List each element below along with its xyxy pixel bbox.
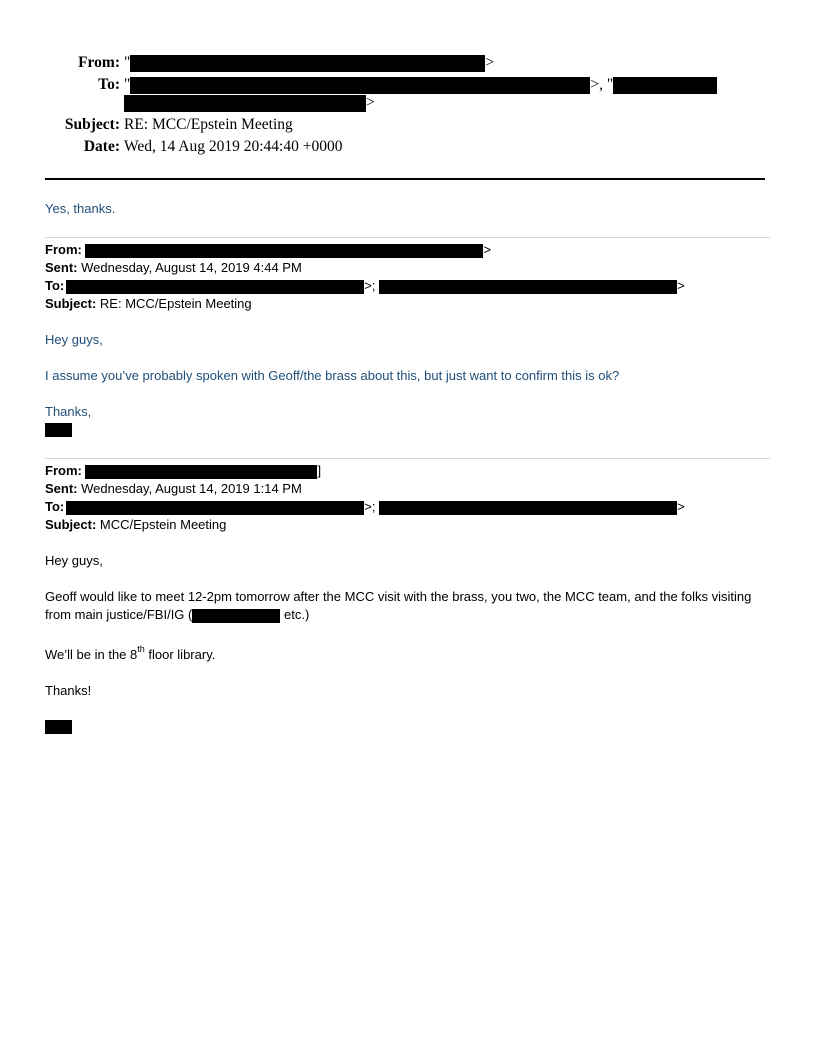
msg2-to-sep: >; <box>364 499 376 514</box>
msg2-subject-row <box>45 516 226 534</box>
msg2-from-suffix: ] <box>317 463 322 478</box>
msg1-sent-row <box>45 259 302 277</box>
msg1-from-row <box>45 241 491 259</box>
msg2-to-row <box>45 498 685 516</box>
msg1-sent-label: Sent: <box>45 260 78 275</box>
redaction-block <box>130 77 590 94</box>
message-divider <box>45 237 770 238</box>
msg2-location-sup: th <box>137 643 145 654</box>
msg2-body-part2: etc.) <box>280 607 310 622</box>
msg2-to-suffix: > <box>677 499 685 514</box>
msg1-sent-value: Wednesday, August 14, 2019 4:44 PM <box>81 260 302 275</box>
msg2-to-label: To: <box>45 499 65 514</box>
msg1-subject-row <box>45 295 252 313</box>
redaction-block <box>379 501 677 515</box>
header-to-prefix: " <box>124 76 131 93</box>
msg2-greeting: Hey guys, <box>45 553 103 568</box>
msg2-location-part1: We’ll be in the 8 <box>45 647 138 662</box>
msg2-sent-label: Sent: <box>45 481 78 496</box>
header-to-mid: >, " <box>590 76 614 93</box>
redaction-block <box>613 77 717 94</box>
msg2-sent-row <box>45 480 302 498</box>
msg1-to-label: To: <box>45 278 65 293</box>
header-subject-value: RE: MCC/Epstein Meeting <box>124 116 293 133</box>
signature-redaction <box>45 423 72 437</box>
msg2-closing: Thanks! <box>45 683 92 698</box>
message-divider <box>45 458 770 459</box>
header-from-prefix: " <box>124 54 131 71</box>
redaction-block <box>85 244 483 258</box>
msg2-location-part2: floor library. <box>144 647 216 662</box>
msg2-location <box>45 643 216 664</box>
redaction-block <box>66 501 364 515</box>
msg2-subject-value: MCC/Epstein Meeting <box>99 517 227 532</box>
msg2-from-row <box>45 462 321 480</box>
msg1-subject-value: RE: MCC/Epstein Meeting <box>99 296 252 311</box>
msg1-to-row <box>45 277 685 295</box>
header-date-value: Wed, 14 Aug 2019 20:44:40 +0000 <box>124 138 343 155</box>
header-to-row-cont <box>124 94 375 112</box>
msg2-subject-label: Subject: <box>45 517 97 532</box>
msg2-from-label: From: <box>45 463 82 478</box>
msg2-body-part1: Geoff would like to meet 12-2pm tomorrow after the MCC visit with the brass, you two, the MCC team, and the folks visiting from main justice/FBI/IG ( <box>45 589 752 622</box>
msg1-to-suffix: > <box>677 278 685 293</box>
header-to-label: To: <box>98 76 120 93</box>
msg2-sent-value: Wednesday, August 14, 2019 1:14 PM <box>81 481 302 496</box>
redaction-block <box>379 280 677 294</box>
msg2-body <box>45 588 765 624</box>
header-subject-label: Subject: <box>64 116 120 133</box>
header-from-suffix: > <box>485 54 495 71</box>
msg1-closing: Thanks, <box>45 404 92 419</box>
msg1-from-suffix: > <box>483 242 492 257</box>
redaction-block <box>124 95 366 112</box>
redaction-block <box>192 609 280 623</box>
signature-redaction <box>45 720 72 734</box>
header-date-label: Date: <box>83 138 120 155</box>
redaction-block <box>130 55 485 72</box>
msg1-from-label: From: <box>45 242 82 257</box>
header-to-suffix: > <box>366 94 375 111</box>
msg1-body: I assume you’ve probably spoken with Geoff/the brass about this, but just want to confirm this is ok? <box>45 368 620 383</box>
header-from-label: From: <box>78 54 120 71</box>
redaction-block <box>85 465 317 479</box>
msg1-subject-label: Subject: <box>45 296 97 311</box>
msg1-to-sep: >; <box>364 278 376 293</box>
reply-text: Yes, thanks. <box>45 201 116 216</box>
msg1-greeting: Hey guys, <box>45 332 103 347</box>
header-divider <box>45 178 765 180</box>
redaction-block <box>66 280 364 294</box>
